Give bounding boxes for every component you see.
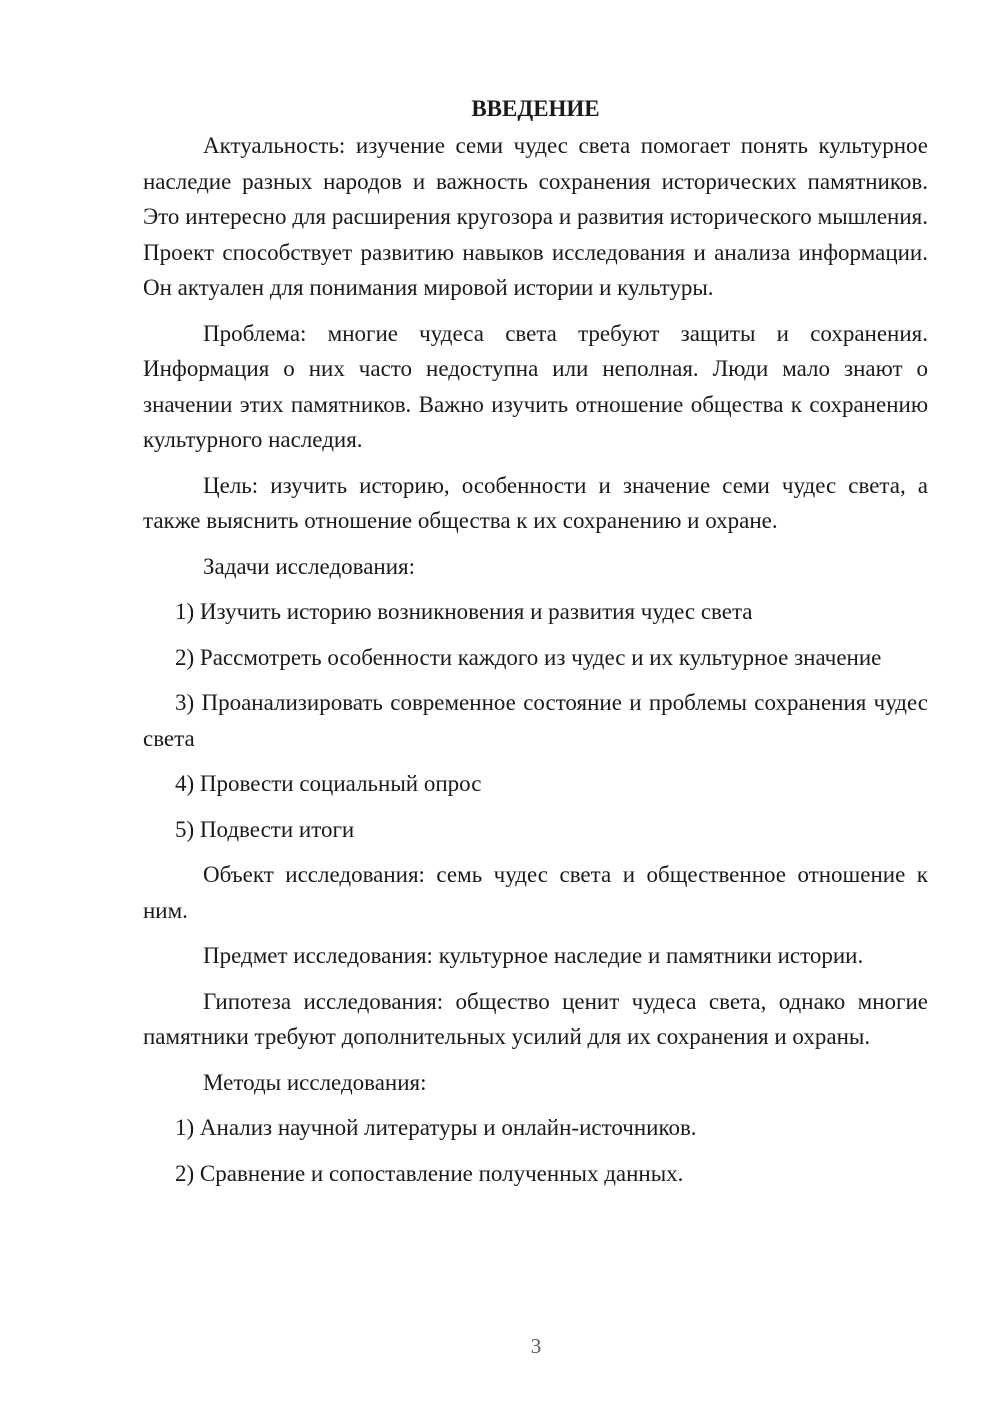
task-item-4: 4) Провести социальный опрос [175,771,482,796]
task-item-3: 3) Проанализировать современное состояние и проблемы сохранения чудес света [143,690,928,751]
paragraph-hypothesis: Гипотеза исследования: общество ценит чудеса света, однако многие памятники требуют дополнительных усилий для их сохранения и охраны. [143,988,928,1049]
task-item-1: 1) Изучить историю возникновения и развития чудес света [175,599,753,624]
paragraph-problem: Проблема: многие чудеса света требуют защиты и сохранения. Информация о них часто недоступна или неполная. Люди мало знают о значении этих памятников. Важно изучить отношение общества к сохранению культурного наследия. [143,320,928,452]
paragraph-goal: Цель: изучить историю, особенности и значение семи чудес света, а также выяснить отношение общества к их сохранению и охране. [143,472,928,533]
page-number: 3 [530,1334,542,1358]
paragraph-object: Объект исследования: семь чудес света и общественное отношение к ним. [143,862,928,923]
method-item-1: 1) Анализ научной литературы и онлайн-источников. [175,1115,697,1140]
document-page [143,92,928,1201]
paragraph-relevance: Актуальность: изучение семи чудес света помогает понять культурное наследие разных народов и важность сохранения исторических памятников. Это интересно для расширения кругозора и развития исторического мышления. Проект способствует развитию навыков исследования и анализа информации. Он актуален для понимания мировой истории и культуры. [143,133,928,300]
page-title: ВВЕДЕНИЕ [471,96,600,121]
task-item-5: 5) Подвести итоги [175,816,355,842]
methods-heading: Методы исследования: [203,1069,427,1095]
task-item-2: 2) Рассмотреть особенности каждого из чудес и их культурное значение [175,644,882,670]
method-item-2: 2) Сравнение и сопоставление полученных данных. [175,1160,684,1186]
tasks-heading: Задачи исследования: [203,553,416,579]
paragraph-subject: Предмет исследования: культурное наследие и памятники истории. [203,943,864,968]
